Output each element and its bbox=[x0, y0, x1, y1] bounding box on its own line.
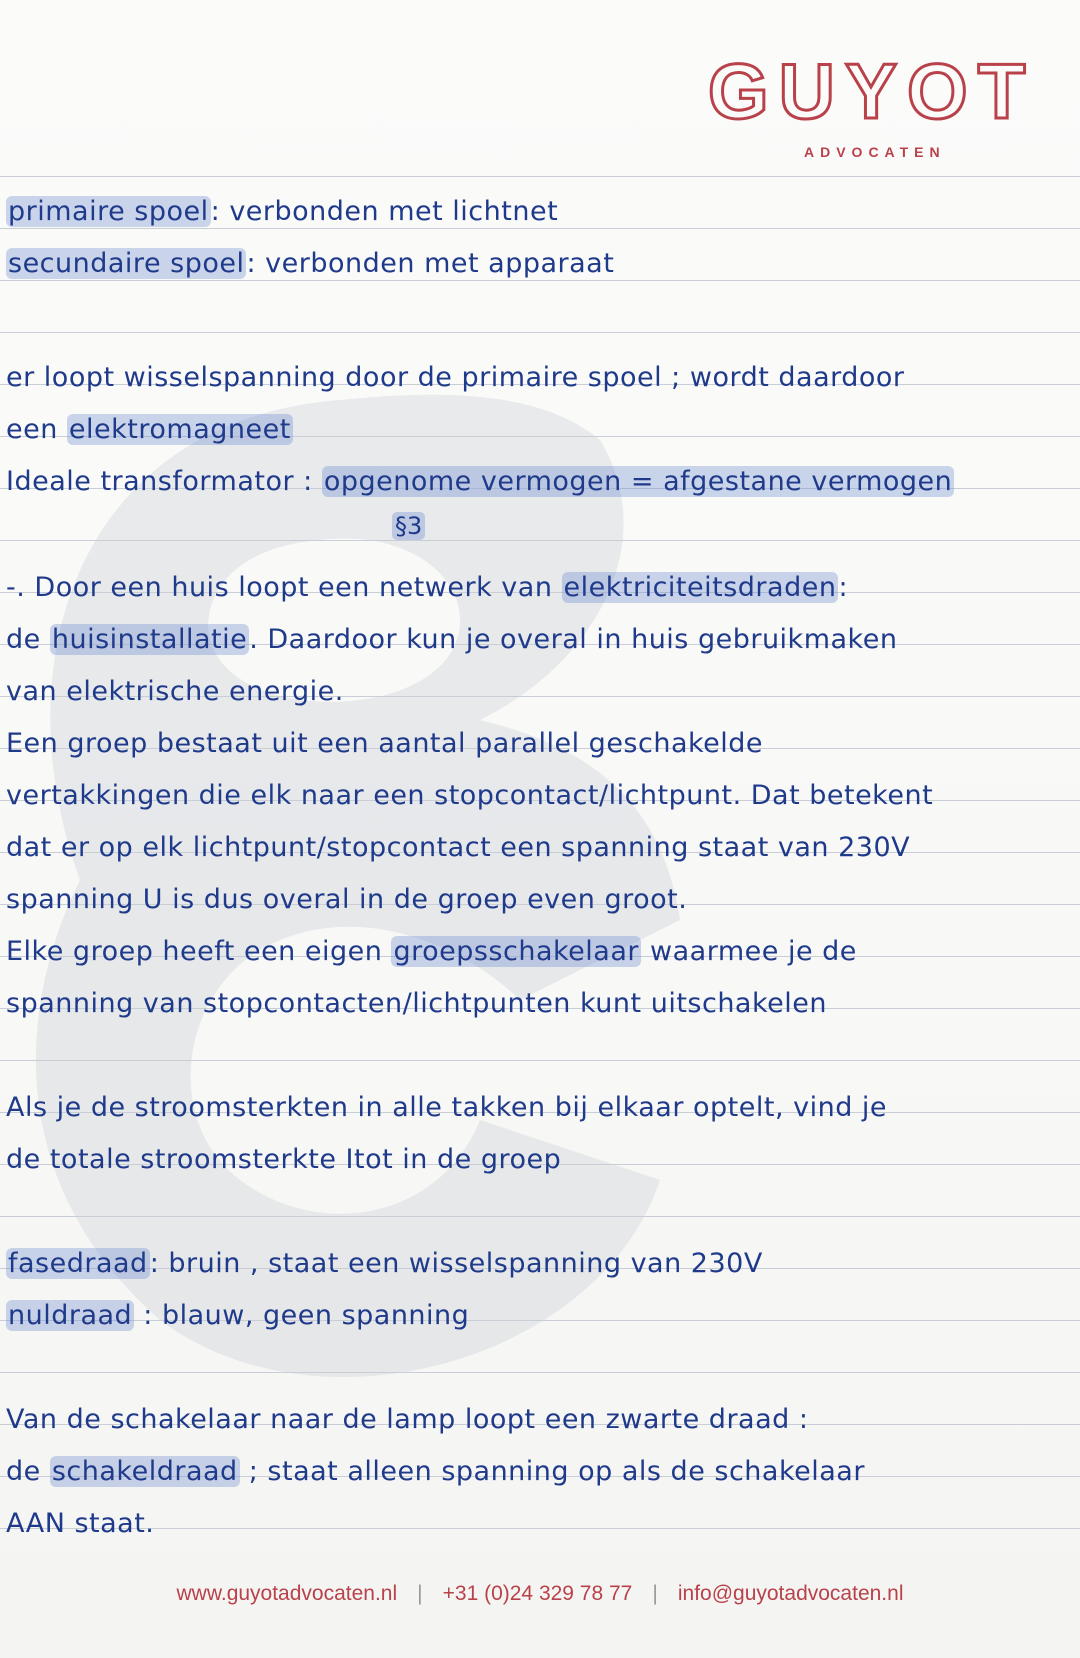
note-text: waarmee je de bbox=[640, 936, 857, 967]
highlighted-term: schakeldraad bbox=[51, 1456, 238, 1487]
note-text: : bruin , staat een wisselspanning van 230V bbox=[149, 1248, 763, 1279]
highlighted-term: opgenome vermogen = afgestane vermogen bbox=[323, 466, 953, 497]
note-text: Elke groep heeft een eigen bbox=[6, 936, 392, 967]
note-line bbox=[6, 728, 763, 759]
highlighted-term: fasedraad bbox=[8, 1248, 148, 1279]
note-line bbox=[6, 196, 558, 227]
footer-separator: | bbox=[652, 1582, 658, 1605]
note-line bbox=[6, 1300, 469, 1331]
note-line bbox=[6, 1404, 808, 1435]
ruled-line bbox=[0, 1060, 1080, 1061]
note-line bbox=[6, 572, 848, 603]
watermark-logo-icon bbox=[0, 360, 720, 1400]
note-text: AAN staat. bbox=[6, 1508, 155, 1539]
note-text: de bbox=[6, 624, 50, 655]
note-text: er loopt wisselspanning door de primaire spoel ; wordt daardoor bbox=[6, 362, 905, 393]
note-line bbox=[6, 1248, 763, 1279]
note-line bbox=[6, 1144, 561, 1175]
note-text: Als je de stroomsterkten in alle takken bij elkaar optelt, vind je bbox=[6, 1092, 888, 1123]
highlighted-term: secundaire spoel bbox=[8, 248, 245, 279]
note-line bbox=[6, 936, 857, 967]
note-text: -. Door een huis loopt een netwerk van bbox=[6, 572, 562, 603]
highlighted-term: elektromagneet bbox=[68, 414, 291, 445]
note-line bbox=[6, 1508, 154, 1539]
highlighted-term: groepsschakelaar bbox=[393, 936, 639, 967]
note-text: : bbox=[838, 572, 849, 603]
ruled-line bbox=[0, 332, 1080, 333]
note-text: : verbonden met lichtnet bbox=[210, 196, 559, 227]
logo-subtitle: ADVOCATEN bbox=[804, 144, 946, 160]
highlighted-term: elektriciteitsdraden bbox=[563, 572, 837, 603]
note-line bbox=[6, 884, 687, 915]
note-text: de bbox=[6, 1456, 50, 1487]
note-line bbox=[6, 624, 897, 655]
note-text: Ideale transformator : bbox=[6, 466, 322, 497]
note-line bbox=[6, 832, 910, 863]
note-text: dat er op elk lichtpunt/stopcontact een spanning staat van 230V bbox=[6, 832, 911, 863]
section-margin-note: §3 bbox=[392, 512, 425, 540]
highlighted-term: primaire spoel bbox=[8, 196, 209, 227]
note-line bbox=[6, 676, 344, 707]
note-line bbox=[6, 1092, 887, 1123]
note-line bbox=[6, 414, 293, 445]
note-line bbox=[6, 780, 933, 811]
note-line bbox=[6, 362, 905, 393]
ruled-line bbox=[0, 540, 1080, 541]
guyot-logo bbox=[708, 47, 1068, 162]
note-text: vertakkingen die elk naar een stopcontact/lichtpunt. Dat betekent bbox=[6, 780, 934, 811]
note-text: de totale stroomsterkte Itot in de groep bbox=[6, 1144, 562, 1175]
note-text: : blauw, geen spanning bbox=[134, 1300, 470, 1331]
note-text: van elektrische energie. bbox=[6, 676, 344, 707]
footer-website: www.guyotadvocaten.nl bbox=[176, 1582, 398, 1605]
logo-wordmark: GUYOT bbox=[708, 47, 1036, 135]
ruled-line bbox=[0, 1216, 1080, 1217]
note-text: . Daardoor kun je overal in huis gebruikmaken bbox=[249, 624, 898, 655]
highlighted-term: huisinstallatie bbox=[51, 624, 248, 655]
footer-separator: | bbox=[417, 1582, 423, 1605]
note-line bbox=[6, 988, 827, 1019]
ruled-line bbox=[0, 1372, 1080, 1373]
note-text: een bbox=[6, 414, 67, 445]
note-text: Een groep bestaat uit een aantal parallel geschakelde bbox=[6, 728, 764, 759]
page-footer bbox=[0, 1582, 1080, 1606]
footer-email: info@guyotadvocaten.nl bbox=[677, 1582, 904, 1605]
note-text: : verbonden met apparaat bbox=[246, 248, 615, 279]
ruled-line bbox=[0, 176, 1080, 177]
note-line bbox=[6, 1456, 865, 1487]
note-text: Van de schakelaar naar de lamp loopt een zwarte draad : bbox=[6, 1404, 809, 1435]
ruled-line bbox=[0, 1528, 1080, 1529]
note-line bbox=[6, 466, 954, 497]
note-text: spanning U is dus overal in de groep even groot. bbox=[6, 884, 688, 915]
ruled-line bbox=[0, 228, 1080, 229]
highlighted-term: nuldraad bbox=[8, 1300, 133, 1331]
footer-phone: +31 (0)24 329 78 77 bbox=[442, 1582, 633, 1605]
note-line bbox=[6, 248, 614, 279]
note-text: spanning van stopcontacten/lichtpunten kunt uitschakelen bbox=[6, 988, 827, 1019]
note-text: ; staat alleen spanning op als de schakelaar bbox=[239, 1456, 865, 1487]
ruled-line bbox=[0, 280, 1080, 281]
